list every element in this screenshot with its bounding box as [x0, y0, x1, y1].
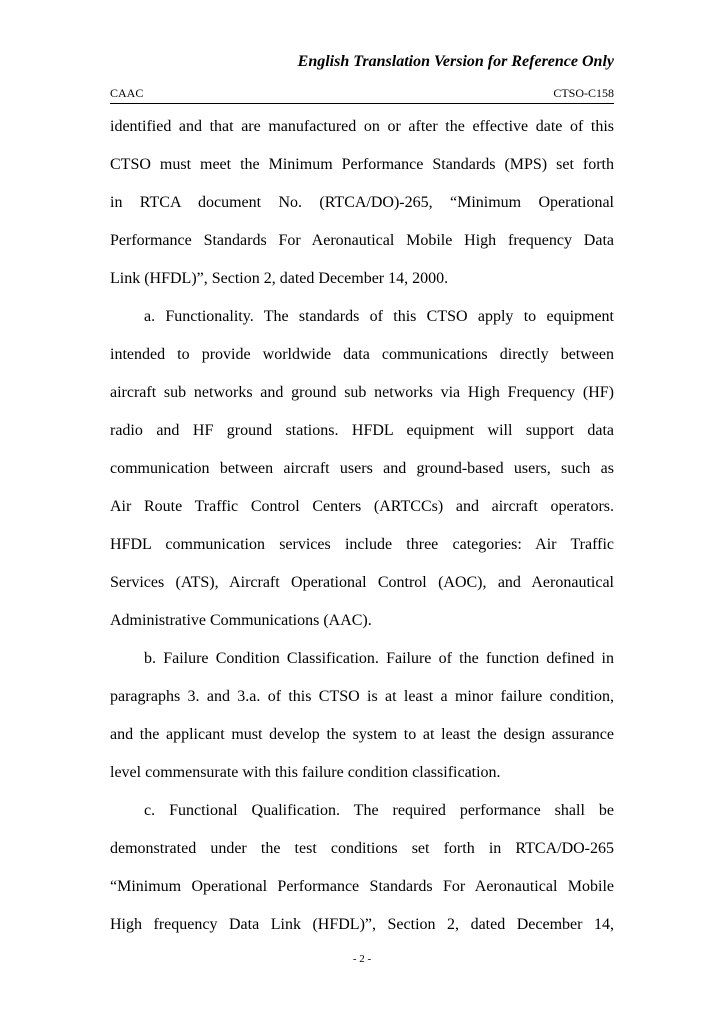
translation-banner: English Translation Version for Reference Only	[297, 53, 614, 70]
text-line: demonstrated under the test conditions set forth in RTCA/DO-265	[110, 840, 614, 857]
text-line: paragraphs 3. and 3.a. of this CTSO is at least a minor failure condition,	[110, 688, 614, 705]
running-header	[110, 86, 614, 104]
header-agency: CAAC	[110, 86, 144, 100]
text-line: radio and HF ground stations. HFDL equipment will support data	[110, 422, 614, 439]
text-line: a. Functionality. The standards of this CTSO apply to equipment	[144, 308, 614, 325]
header-document-id: CTSO-C158	[553, 86, 614, 100]
text-line: Administrative Communications (AAC).	[110, 612, 372, 629]
text-line: communication between aircraft users and ground-based users, such as	[110, 460, 614, 477]
text-line: CTSO must meet the Minimum Performance Standards (MPS) set forth	[110, 156, 614, 173]
text-line: aircraft sub networks and ground sub networks via High Frequency (HF)	[110, 384, 614, 401]
page-number: - 2 -	[352, 953, 372, 965]
body-text	[110, 108, 614, 944]
text-line: Link (HFDL)”, Section 2, dated December 14, 2000.	[110, 270, 449, 287]
text-line: identified and that are manufactured on or after the effective date of this	[110, 118, 614, 135]
text-line: in RTCA document No. (RTCA/DO)-265, “Minimum Operational	[110, 194, 614, 211]
text-line: Services (ATS), Aircraft Operational Control (AOC), and Aeronautical	[110, 574, 614, 591]
text-line: b. Failure Condition Classification. Failure of the function defined in	[144, 650, 614, 667]
text-line: HFDL communication services include three categories: Air Traffic	[110, 536, 614, 553]
text-line: and the applicant must develop the system to at least the design assurance	[110, 726, 614, 743]
text-line: Performance Standards For Aeronautical Mobile High frequency Data	[110, 232, 614, 249]
text-line: “Minimum Operational Performance Standards For Aeronautical Mobile	[110, 878, 614, 895]
text-line: Air Route Traffic Control Centers (ARTCCs) and aircraft operators.	[110, 498, 614, 515]
text-line: intended to provide worldwide data communications directly between	[110, 346, 614, 363]
text-line: c. Functional Qualification. The required performance shall be	[144, 802, 614, 819]
text-line: High frequency Data Link (HFDL)”, Section 2, dated December 14,	[110, 916, 614, 933]
text-line: level commensurate with this failure condition classification.	[110, 764, 501, 781]
